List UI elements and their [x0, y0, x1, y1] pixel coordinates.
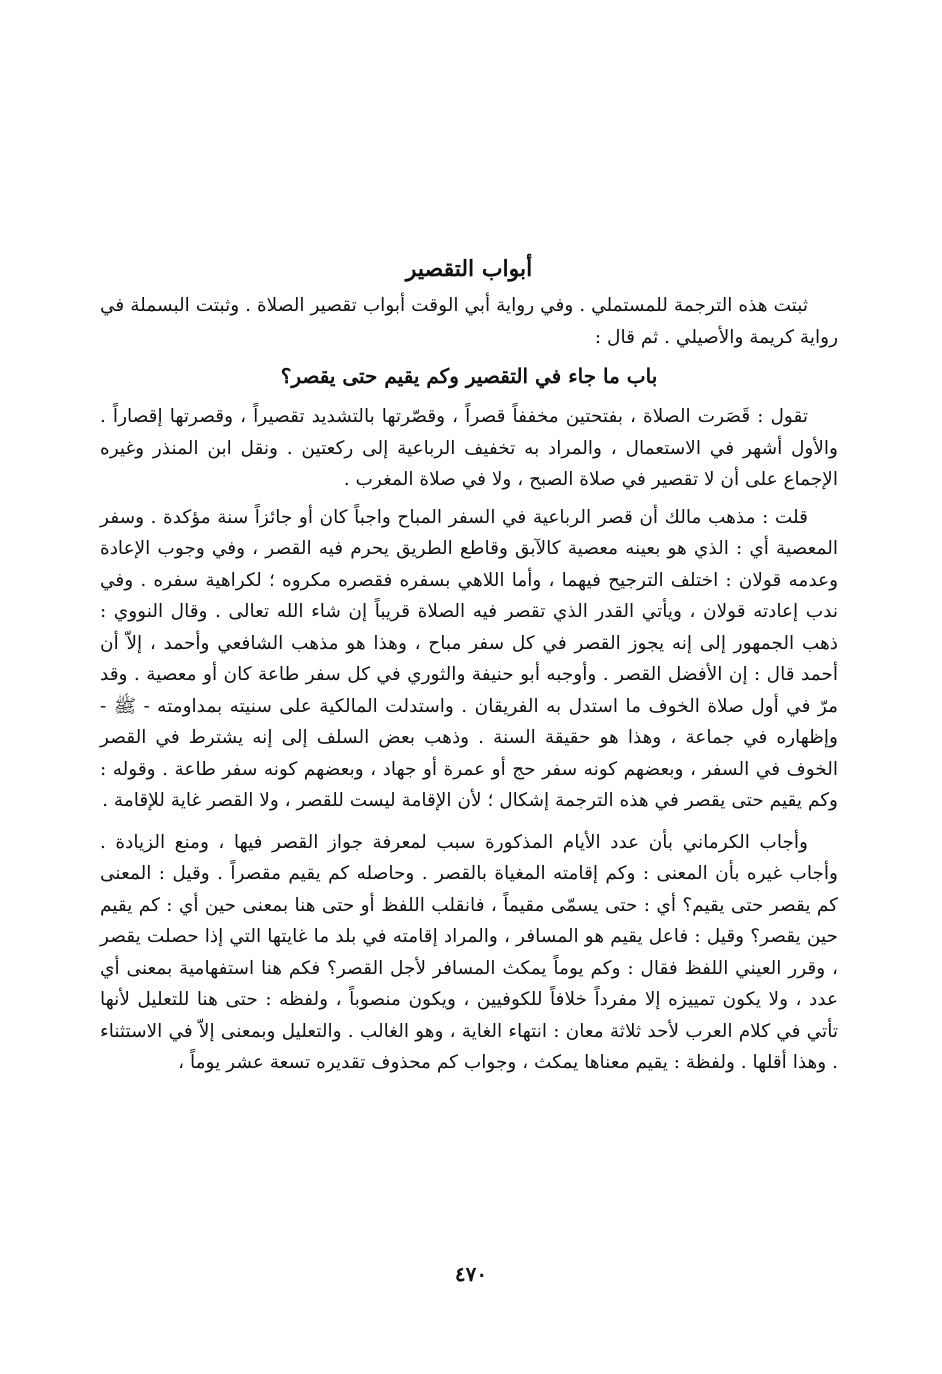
page-body	[100, 252, 838, 1085]
page-number: ٤٧٠	[454, 1262, 488, 1286]
chapter-title: أبواب التقصير	[405, 256, 533, 282]
paragraph-definition: تقول : قَصَرت الصلاة ، بفتحتين مخففاً قصراً ، وقصّرتها بالتشديد تقصيراً ، وقصرتها إقصاراً . والأول أشهر في الاستعمال ، والمراد به تخفيف الرباعية إلى ركعتين . ونقل ابن المنذر وغيره الإجماع على أن لا تقصير في صلاة الصبح ، ولا في صلاة المغرب .	[100, 406, 838, 490]
intro-paragraph: ثبتت هذه الترجمة للمستملي . وفي رواية أبي الوقت أبواب تقصير الصلاة . وثبتت البسملة في رواية كريمة والأصيلي . ثم قال :	[100, 295, 838, 348]
paragraph-answers: وأجاب الكرماني بأن عدد الأيام المذكورة سبب لمعرفة جواز القصر فيها ، ومنع الزيادة . وأجاب غيره بأن المعنى : وكم إقامته المغياة بالقصر . وحاصله كم يقيم مقصراً . وقيل : المعنى كم يقصر حتى يقيم؟ أي : حتى يسمّى مقيماً ، فانقلب اللفظ أو حتى هنا بمعنى حين أي : كم يقيم حين يقصر؟ وقيل : فاعل يقيم هو المسافر ، والمراد إقامته في بلد ما غايتها التي إذا حصلت يقصر ، وقرر العيني اللفظ فقال : وكم يوماً يمكث المسافر لأجل القصر؟ فكم هنا استفهامية بمعنى أي عدد ، ولا يكون تمييزه إلا مفرداً خلافاً للكوفيين ، ويكون منصوباً ، ولفظه : حتى هنا للتعليل لأنها تأتي في كلام العرب لأحد ثلاثة معان : انتهاء الغاية ، وهو الغالب . والتعليل وبمعنى إلاّ في الاستثناء . وهذا أقلها . ولفظة : يقيم معناها يمكث ، وجواب كم محذوف تقديره تسعة عشر يوماً ،	[100, 831, 838, 1073]
paragraph-madhhab: قلت : مذهب مالك أن قصر الرباعية في السفر المباح واجباً كان أو جائزاً سنة مؤكدة . وسفر المعصية أي : الذي هو بعينه معصية كالآبق وقاطع الطريق يحرم فيه القصر ، وفي وجوب الإعادة وعدمه قولان : اختلف الترجيح فيهما ، وأما اللاهي بسفره فقصره مكروه ؛ لكراهية سفره . وفي ندب إعادته قولان ، ويأتي القدر الذي تقصر فيه الصلاة قريباً إن شاء الله تعالى . وقال النووي : ذهب الجمهور إلى إنه يجوز القصر في كل سفر مباح ، وهذا هو مذهب الشافعي وأحمد ، إلاّ أن أحمد قال : إن الأفضل القصر . وأوجبه أبو حنيفة والثوري في كل سفر طاعة كان أو معصية . وقد مرّ في أول صلاة الخوف ما استدل به الفريقان . واستدلت المالكية على سنيته بمداومته - ﷺ - وإظهاره في جماعة ، وهذا هو حقيقة السنة . وذهب بعض السلف إلى إنه يشترط في القصر الخوف في السفر ، وبعضهم كونه سفر حج أو عمرة أو جهاد ، وبعضهم كونه سفر طاعة . وقوله : وكم يقيم حتى يقصر في هذه الترجمة إشكال ؛ لأن الإقامة ليست للقصر ، ولا القصر غاية للإقامة .	[100, 506, 838, 811]
section-title: باب ما جاء في التقصير وكم يقيم حتى يقصر؟	[280, 364, 658, 388]
